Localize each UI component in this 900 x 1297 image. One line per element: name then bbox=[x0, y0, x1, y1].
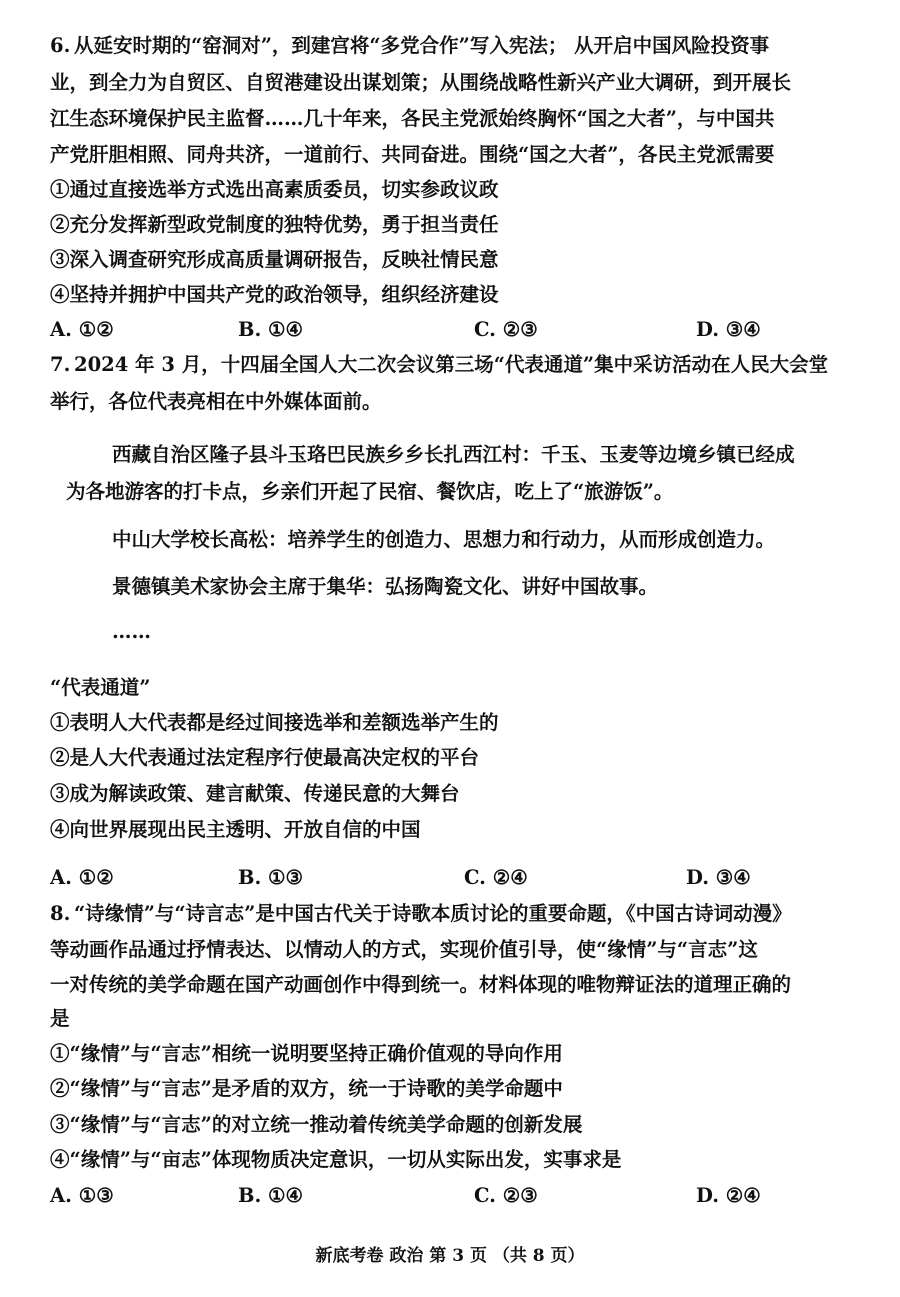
q8-option-a[interactable]: A. ①③ bbox=[50, 1184, 114, 1207]
q8-option-c[interactable]: C. ②③ bbox=[474, 1184, 538, 1207]
q7-material-line-3: 中山大学校长高松：培养学生的创造力、思想力和行动力，从而形成创造力。 bbox=[112, 528, 776, 551]
q7-option-b[interactable]: B. ①③ bbox=[238, 866, 304, 889]
q7-material-ellipsis: …… bbox=[112, 620, 151, 643]
q6-option-d[interactable]: D. ③④ bbox=[696, 318, 761, 341]
q6-stem-line-3: 江生态环境保护民主监督……几十年来，各民主党派始终胸怀“国之大者”，与中国共 bbox=[50, 107, 775, 130]
page-footer: 新底考卷 政治 第 3 页 （共 8 页） bbox=[315, 1246, 585, 1266]
q6-stem-line-2: 业，到全力为自贸区、自贸港建设出谋划策；从围绕战略性新兴产业大调研，到开展长 bbox=[50, 71, 792, 94]
q7-number: 7. bbox=[50, 353, 71, 376]
q6-options bbox=[50, 317, 850, 343]
q7-statement-2: ②是人大代表通过法定程序行使最高决定权的平台 bbox=[50, 746, 480, 769]
q8-statement-1: ①“缘情”与“言志”相统一说明要坚持正确价值观的导向作用 bbox=[50, 1042, 563, 1065]
q6-option-c[interactable]: C. ②③ bbox=[474, 318, 538, 341]
q8-options bbox=[50, 1183, 850, 1209]
q8-stem-line-1: 8. “诗缘情”与“诗言志”是中国古代关于诗歌本质讨论的重要命题，《中国古诗词动漫》 bbox=[50, 902, 792, 925]
q7-material-line-4: 景德镇美术家协会主席于集华：弘扬陶瓷文化、讲好中国故事。 bbox=[112, 575, 659, 598]
q7-option-a[interactable]: A. ①② bbox=[50, 866, 114, 889]
q7-option-d[interactable]: D. ③④ bbox=[686, 866, 751, 889]
q7-stem-line-2: 举行，各位代表亮相在中外媒体面前。 bbox=[50, 390, 382, 413]
q8-option-b[interactable]: B. ①④ bbox=[238, 1184, 304, 1207]
q7-material-line-2: 为各地游客的打卡点，乡亲们开起了民宿、餐饮店，吃上了“旅游饭”。 bbox=[66, 480, 674, 503]
q7-statement-1: ①表明人大代表都是经过间接选举和差额选举产生的 bbox=[50, 711, 499, 734]
q8-number: 8. bbox=[50, 902, 71, 925]
q7-option-c[interactable]: C. ②④ bbox=[464, 866, 528, 889]
q7-options bbox=[50, 865, 850, 891]
q6-option-a[interactable]: A. ①② bbox=[50, 318, 114, 341]
q7-statement-3: ③成为解读政策、建言献策、传递民意的大舞台 bbox=[50, 782, 460, 805]
q6-statement-3: ③深入调查研究形成高质量调研报告，反映社情民意 bbox=[50, 248, 499, 271]
q7-material-line-1: 西藏自治区隆子县斗玉珞巴民族乡乡长扎西江村：千玉、玉麦等边境乡镇已经成 bbox=[112, 443, 795, 466]
q6-statement-1: ①通过直接选举方式选出高素质委员，切实参政议政 bbox=[50, 178, 499, 201]
q8-option-d[interactable]: D. ②④ bbox=[696, 1184, 761, 1207]
q7-statement-4: ④向世界展现出民主透明、开放自信的中国 bbox=[50, 818, 421, 841]
q7-stem-line-1: 7. 2024 年 3 月，十四届全国人大二次会议第三场“代表通道”集中采访活动在人民大会堂 bbox=[50, 353, 829, 376]
q6-option-b[interactable]: B. ①④ bbox=[238, 318, 304, 341]
q6-number: 6. bbox=[50, 34, 71, 57]
q8-stem-line-2: 等动画作品通过抒情表达、以情动人的方式，实现价值引导，使“缘情”与“言志”这 bbox=[50, 938, 758, 961]
q7-lead: “代表通道” bbox=[50, 676, 151, 699]
q6-stem-line-4: 产党肝胆相照、同舟共济，一道前行、共同奋进。围绕“国之大者”，各民主党派需要 bbox=[50, 143, 775, 166]
q8-stem-line-3: 一对传统的美学命题在国产动画创作中得到统一。材料体现的唯物辩证法的道理正确的 bbox=[50, 973, 792, 996]
q6-stem-line-1: 6. 从延安时期的“窑洞对”，到建宫将“多党合作”写入宪法； 从开启中国风险投资事 bbox=[50, 34, 770, 57]
q6-statement-2: ②充分发挥新型政党制度的独特优势，勇于担当责任 bbox=[50, 213, 499, 236]
q8-statement-3: ③“缘情”与“言志”的对立统一推动着传统美学命题的创新发展 bbox=[50, 1113, 583, 1136]
q6-statement-4: ④坚持并拥护中国共产党的政治领导，组织经济建设 bbox=[50, 283, 499, 306]
q8-statement-4: ④“缘情”与“亩志”体现物质决定意识，一切从实际出发，实事求是 bbox=[50, 1148, 622, 1171]
q8-statement-2: ②“缘情”与“言志”是矛盾的双方，统一于诗歌的美学命题中 bbox=[50, 1077, 563, 1100]
q8-stem-line-4: 是 bbox=[50, 1007, 70, 1030]
